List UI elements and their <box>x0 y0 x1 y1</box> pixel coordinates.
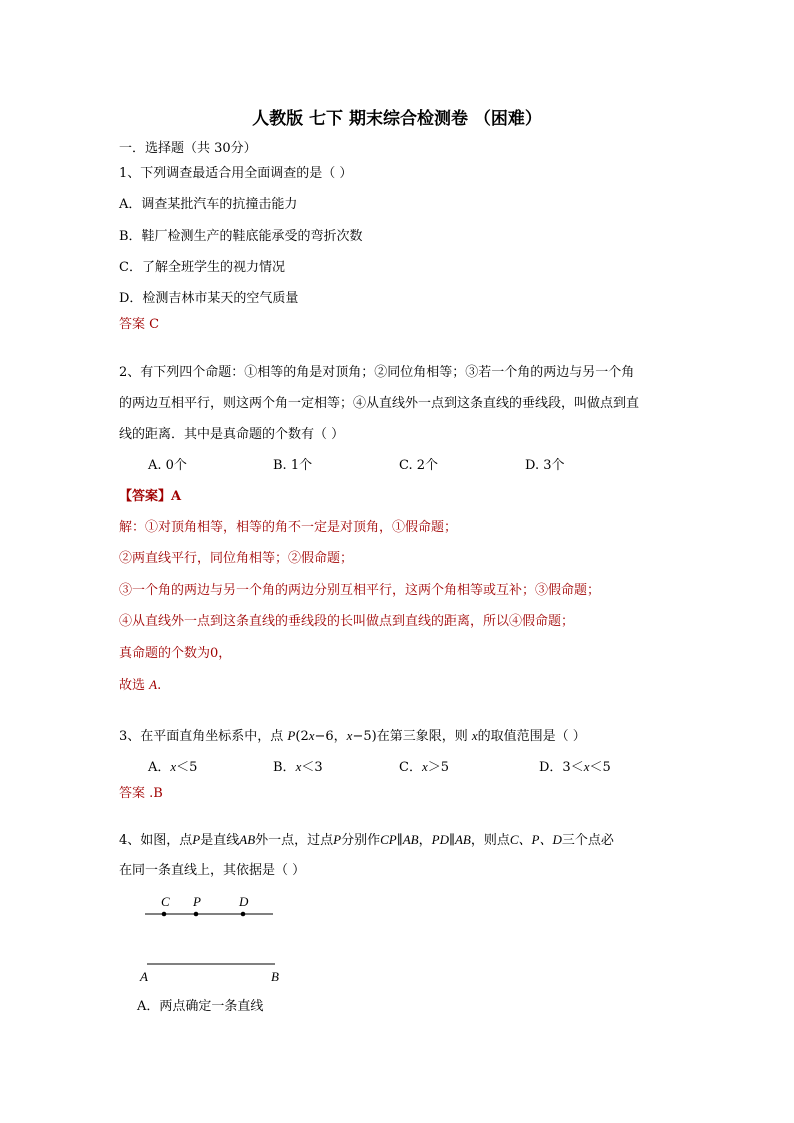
q3-var-2: x <box>346 728 353 743</box>
q3-answer: 答案 .B <box>119 786 163 801</box>
q4-point-p-2: P <box>333 832 342 847</box>
q4-text-e: ， <box>418 833 432 848</box>
q2-stem-line-3: 线的距离．其中是真命题的个数有（ ） <box>119 427 345 442</box>
label-a: A <box>140 969 148 984</box>
q2-solution-line-3: ③一个角的两边与另一个角的两边分别互相平行，这两个角相等或互补；③假命题； <box>119 583 601 598</box>
q3-option-d-rest: ＜5 <box>589 760 611 775</box>
q2-solution-line-4: ④从直线外一点到这条直线的垂线段的长叫做点到直线的距离，所以④假命题； <box>119 614 575 629</box>
q4-pd-parallel: PD∥AB <box>431 832 471 847</box>
q2-option-b: B. 1个 <box>273 458 313 473</box>
q2-conclusion-letter: A <box>149 677 158 692</box>
q4-text-d: 分别作 <box>341 833 381 848</box>
q4-points-cpd: C、P、D <box>509 832 562 847</box>
q3-option-d <box>539 758 611 777</box>
q3-option-a <box>148 758 197 777</box>
label-b: B <box>271 969 279 984</box>
q3-coord-b: −6， <box>314 729 347 744</box>
q3-option-b <box>273 758 323 777</box>
q1-option-b: B．鞋厂检测生产的鞋底能承受的弯折次数 <box>119 229 363 244</box>
q3-coord-a: (2 <box>295 729 309 744</box>
q4-figure <box>130 890 300 990</box>
label-p: P <box>193 894 201 909</box>
q2-option-c: C. 2个 <box>399 458 439 473</box>
q2-solution-line-2: ②两直线平行，同位角相等；②假命题； <box>119 551 354 566</box>
q2-stem-line-2: 的两边互相平行，则这两个角一定相等；④从直线外一点到这条直线的垂线段，叫做点到直 <box>119 396 640 411</box>
q3-coord-c: −5) <box>352 729 377 744</box>
q3-option-d-letter: D．3＜ <box>539 760 584 775</box>
label-c: C <box>161 894 170 909</box>
q3-point: P <box>287 728 296 743</box>
q3-option-c <box>399 758 449 777</box>
q3-var-3: x <box>471 728 478 743</box>
q4-text-g: 三个点必 <box>561 833 614 848</box>
q4-text-f: ，则点 <box>470 833 510 848</box>
q3-option-b-letter: B． <box>273 760 296 775</box>
q4-option-a: A．两点确定一条直线 <box>137 999 264 1014</box>
q3-option-b-var: x <box>295 759 302 774</box>
q2-answer-label: 【答案】 <box>119 489 172 504</box>
q1-answer: 答案 C <box>119 317 160 332</box>
q3-option-d-var: x <box>583 759 590 774</box>
q4-line-ab: AB <box>239 832 256 847</box>
q2-solution-line-5: 真命题的个数为0， <box>119 646 232 661</box>
q2-stem-line-1: 2、有下列四个命题：①相等的角是对顶角；②同位角相等；③若一个角的两边与另一个角 <box>119 365 635 380</box>
q3-var-1: x <box>308 728 315 743</box>
section-heading: 一．选择题（共 30分） <box>119 141 257 156</box>
q3-stem-prefix: 3、在平面直角坐标系中，点 <box>119 729 284 744</box>
q4-stem-line-2: 在同一条直线上，其依据是（ ） <box>119 863 306 878</box>
dot-d <box>241 912 246 917</box>
q3-option-c-var: x <box>421 759 428 774</box>
q1-option-d: D．检测吉林市某天的空气质量 <box>119 291 299 306</box>
q2-conclusion-prefix: 故选 <box>119 678 146 693</box>
q2-answer-value: A <box>171 489 182 504</box>
q2-conclusion <box>119 676 161 695</box>
q2-solution-line-1: 解：①对顶角相等，相等的角不一定是对顶角，①假命题； <box>119 520 458 535</box>
q3-stem-suffix: 的取值范围是（ ） <box>477 729 586 744</box>
q1-stem: 1、下列调查最适合用全面调查的是（ ） <box>119 166 353 181</box>
q4-text-b: 是直线 <box>200 833 240 848</box>
label-d: D <box>239 894 249 909</box>
q3-option-a-var: x <box>170 759 177 774</box>
q3-option-a-rest: ＜5 <box>176 760 198 775</box>
q3-option-c-rest: ＞5 <box>427 760 450 775</box>
q3-stem-mid: 在第三象限，则 <box>376 729 468 744</box>
q4-stem-line-1 <box>119 831 614 850</box>
q4-point-p: P <box>192 832 201 847</box>
q1-option-c: C．了解全班学生的视力情况 <box>119 260 285 275</box>
dot-c <box>162 912 167 917</box>
q4-text-c: 外一点，过点 <box>255 833 334 848</box>
q2-answer <box>119 488 181 506</box>
q4-text-a: 4、如图，点 <box>119 833 193 848</box>
q3-stem <box>119 727 586 746</box>
page-title: 人教版 七下 期末综合检测卷 （困难） <box>252 109 542 129</box>
q3-option-a-letter: A． <box>148 760 171 775</box>
q3-option-c-letter: C． <box>399 760 422 775</box>
dot-p <box>194 912 199 917</box>
q2-option-a: A. 0个 <box>148 458 187 473</box>
q1-option-a: A．调查某批汽车的抗撞击能力 <box>119 197 298 212</box>
q4-cp-parallel: CP∥AB <box>380 832 419 847</box>
q2-option-d: D. 3个 <box>525 458 565 473</box>
q3-option-b-rest: ＜3 <box>301 760 323 775</box>
q2-conclusion-suffix: . <box>157 678 162 693</box>
